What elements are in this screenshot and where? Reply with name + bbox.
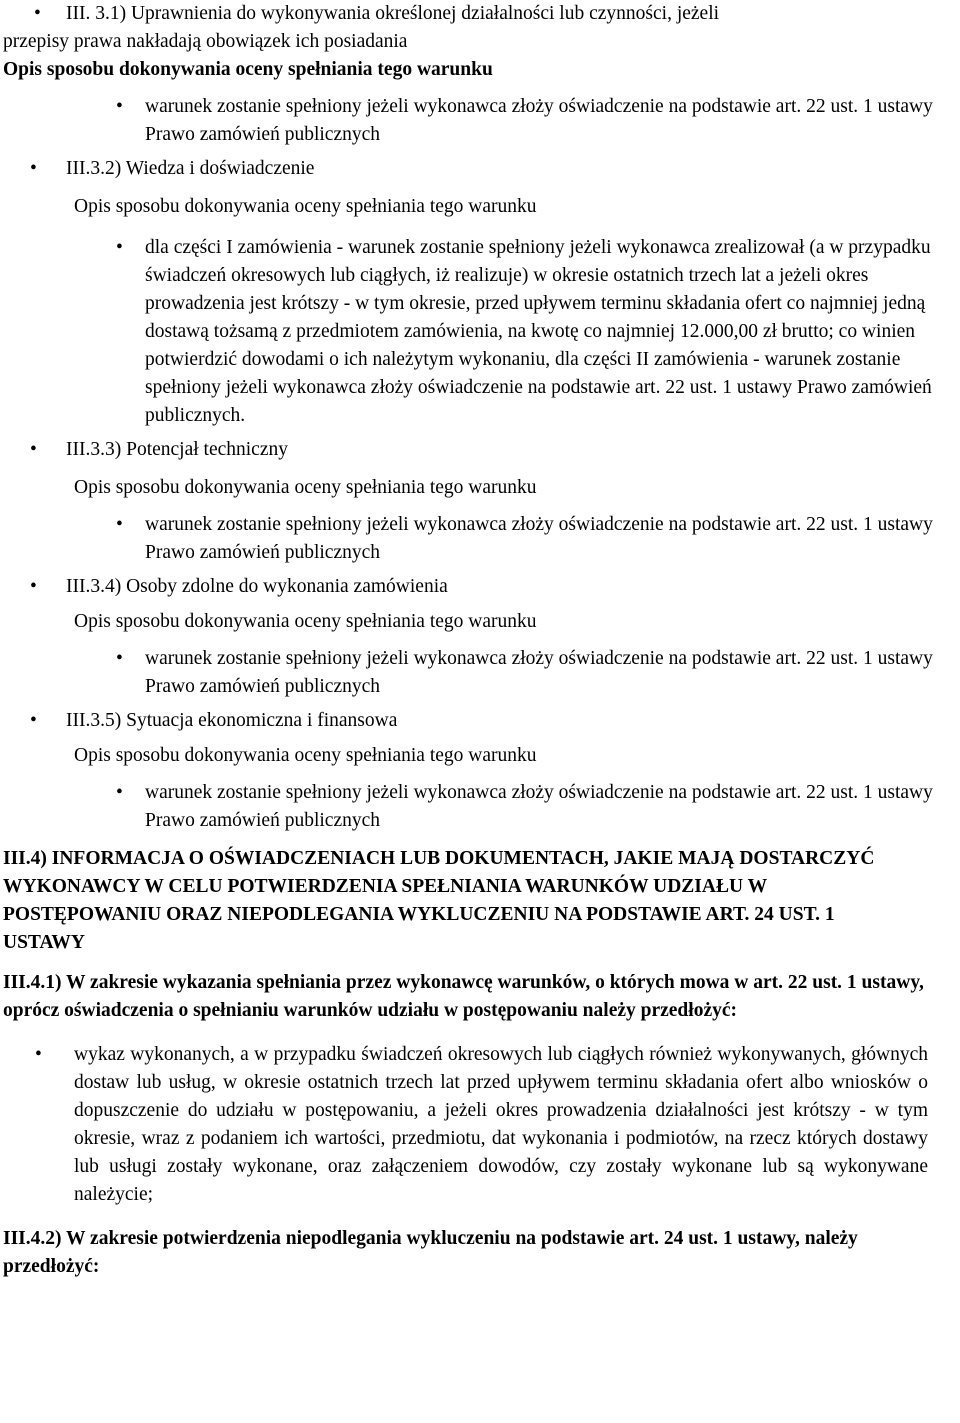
section-3-3-2-opis: Opis sposobu dokonywania oceny spełniania tego warunku bbox=[74, 196, 537, 217]
section-3-3-1-title-line-2: przepisy prawa nakładają obowiązek ich posiadania bbox=[3, 31, 408, 52]
section-3-4-1-item bbox=[35, 1041, 928, 1209]
section-3-3-2-item-text: dla części I zamówienia - warunek zostanie spełniony jeżeli wykonawca zrealizował (a w przypadku świadczeń okresowych lub ciągłych, iż realizuje) w okresie ostatnich trzech lat a jeżeli okres prowadzenia jest krótszy - w tym okresie, przed upływem terminu składania ofert co najmniej jedną dostawą tożsamą z przedmiotem zamówienia, na kwotę co najmniej 12.000,00 zł brutto; co winien potwierdzić dowodami o ich należytym wykonaniu, dla części II zamówienia - warunek zostanie spełniony jeżeli wykonawca złoży oświadczenie na podstawie art. 22 ust. 1 ustawy Prawo zamówień publicznych. bbox=[145, 237, 932, 426]
bullet-icon: • bbox=[35, 1044, 42, 1065]
section-3-3-4 bbox=[30, 573, 948, 601]
section-3-4-1-heading: III.4.1) W zakresie wykazania spełniania przez wykonawcę warunków, o których mowa w art. 22 ust. 1 ustawy, oprócz oświadczenia o spełnianiu warunków udziału w postępowaniu należy przedłożyć: bbox=[3, 972, 924, 1021]
section-3-3-3-item-text: warunek zostanie spełniony jeżeli wykonawca złoży oświadczenie na podstawie art. 22 ust. 1 ustawy Prawo zamówień publicznych bbox=[145, 514, 933, 563]
section-3-3-3-title: III.3.3) Potencjał techniczny bbox=[66, 439, 288, 460]
section-3-3-4-item bbox=[116, 645, 948, 701]
bullet-icon: • bbox=[116, 237, 123, 258]
section-3-3-1-title-line-1: III. 3.1) Uprawnienia do wykonywania określonej działalności lub czynności, jeżeli bbox=[66, 3, 720, 24]
section-3-3-3 bbox=[30, 436, 948, 464]
section-3-3-4-item-text: warunek zostanie spełniony jeżeli wykonawca złoży oświadczenie na podstawie art. 22 ust. 1 ustawy Prawo zamówień publicznych bbox=[145, 648, 933, 697]
bullet-icon: • bbox=[116, 96, 123, 117]
section-3-3-5-item bbox=[116, 779, 948, 835]
bullet-icon: • bbox=[30, 710, 37, 731]
section-3-3-3-opis: Opis sposobu dokonywania oceny spełniania tego warunku bbox=[74, 477, 537, 498]
section-3-3-5-title: III.3.5) Sytuacja ekonomiczna i finansowa bbox=[66, 710, 398, 731]
section-3-3-2 bbox=[30, 155, 948, 183]
bullet-icon: • bbox=[30, 439, 37, 460]
section-3-3-4-opis: Opis sposobu dokonywania oceny spełniania tego warunku bbox=[74, 611, 537, 632]
bullet-icon: • bbox=[30, 576, 37, 597]
section-3-3-2-item bbox=[116, 234, 948, 430]
section-3-3-1-item-text: warunek zostanie spełniony jeżeli wykonawca złoży oświadczenie na podstawie art. 22 ust. 1 ustawy Prawo zamówień publicznych bbox=[145, 96, 933, 145]
section-3-4-2-heading: III.4.2) W zakresie potwierdzenia niepodlegania wykluczeniu na podstawie art. 24 ust. 1 ustawy, należy przedłożyć: bbox=[3, 1228, 858, 1277]
section-3-3-4-title: III.3.4) Osoby zdolne do wykonania zamówienia bbox=[66, 576, 448, 597]
bullet-icon: • bbox=[34, 3, 41, 24]
section-3-3-1-item bbox=[116, 93, 948, 149]
bullet-icon: • bbox=[116, 514, 123, 535]
bullet-icon: • bbox=[30, 158, 37, 179]
section-3-3-5-item-text: warunek zostanie spełniony jeżeli wykonawca złoży oświadczenie na podstawie art. 22 ust. 1 ustawy Prawo zamówień publicznych bbox=[145, 782, 933, 831]
section-3-4-heading: III.4) INFORMACJA O OŚWIADCZENIACH LUB DOKUMENTACH, JAKIE MAJĄ DOSTARCZYĆ WYKONAWCY W CELU POTWIERDZENIA SPEŁNIANIA WARUNKÓW UDZIAŁU W POSTĘPOWANIU ORAZ NIEPODLEGANIA WYKLUCZENIU NA PODSTAWIE ART. 24 UST. 1 USTAWY bbox=[3, 848, 875, 953]
section-3-3-2-title: III.3.2) Wiedza i doświadczenie bbox=[66, 158, 315, 179]
section-3-3-5-opis: Opis sposobu dokonywania oceny spełniania tego warunku bbox=[74, 745, 537, 766]
bullet-icon: • bbox=[116, 648, 123, 669]
bullet-icon: • bbox=[116, 782, 123, 803]
section-3-4-1-item-text: wykaz wykonanych, a w przypadku świadczeń okresowych lub ciągłych również wykonywanych, głównych dostaw lub usług, w okresie ostatnich trzech lat przed upływem terminu składania ofert albo wniosków o dopuszczenie do udziału w postępowaniu, a jeżeli okres prowadzenia działalności jest krótszy - w tym okresie, wraz z podaniem ich wartości, przedmiotu, dat wykonania i podmiotów, na rzecz których dostawy lub usługi zostały wykonane, oraz załączeniem dowodów, czy zostały wykonane lub są wykonywane należycie; bbox=[74, 1044, 928, 1205]
section-3-3-3-item bbox=[116, 511, 948, 567]
section-3-3-1 bbox=[3, 0, 948, 56]
section-3-3-5 bbox=[30, 707, 948, 735]
section-3-3-1-opis: Opis sposobu dokonywania oceny spełniania tego warunku bbox=[3, 59, 493, 80]
